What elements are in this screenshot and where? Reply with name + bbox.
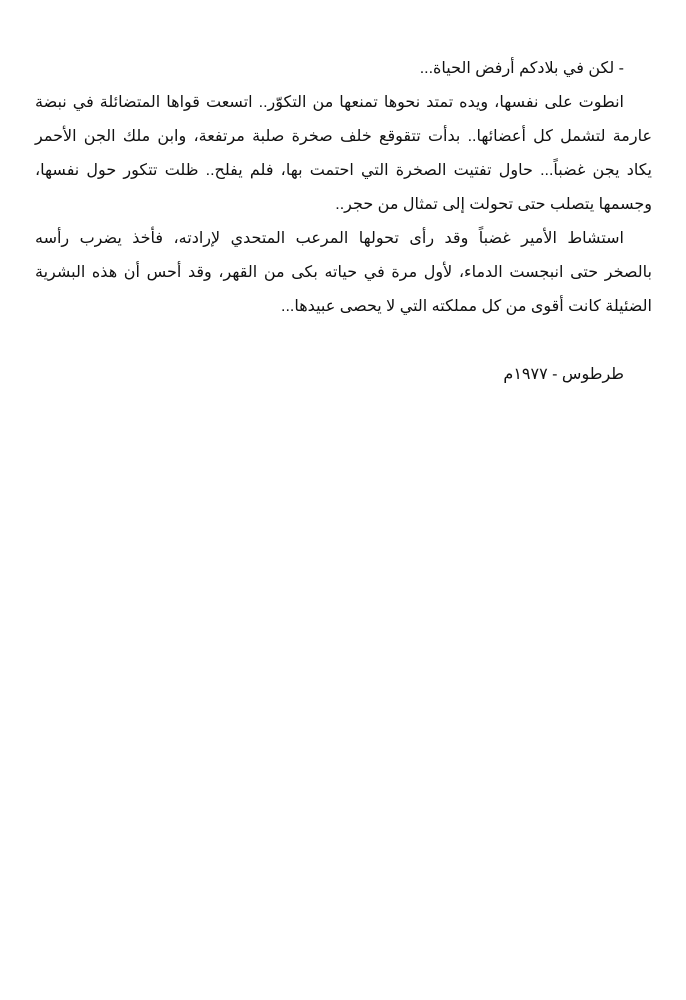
paragraph-1-line-4: وجسمها يتصلب حتى تحولت إلى تمثال من حجر..: [335, 196, 652, 213]
paragraph-2-line-1: استشاط الأمير غضباً وقد رأى تحولها المرعب المتحدي لإرادته، فأخذ يضرب رأسه: [35, 230, 624, 247]
paragraph-1-line-3: يكاد يجن غضباً... حاول تفتيت الصخرة التي احتمت بها، فلم يفلح.. ظلت تتكور حول نفسها،: [35, 162, 652, 179]
paragraph-2-line-3: الضئيلة كانت أقوى من كل مملكته التي لا يحصى عبيدها...: [281, 298, 652, 315]
document-page: [35, 52, 652, 392]
paragraph-1-line-1: انطوت على نفسها، ويده تمتد نحوها تمنعها من التكوّر.. اتسعت قواها المتضائلة في نبضة: [35, 94, 624, 111]
paragraph-1-line-2: عارمة لتشمل كل أعضائها.. بدأت تتقوقع خلف صخرة صلبة مرتفعة، وابن ملك الجن الأحمر: [35, 128, 652, 145]
place-date-signature: طرطوس - ١٩٧٧م: [503, 366, 624, 383]
paragraph-2: [35, 222, 652, 324]
paragraph-2-line-2: بالصخر حتى انبجست الدماء، لأول مرة في حياته بكى من القهر، وقد أحس أن هذه البشرية: [35, 264, 652, 281]
dialogue-line: - لكن في بلادكم أرفض الحياة...: [419, 60, 624, 77]
paragraph-1: [35, 86, 652, 222]
